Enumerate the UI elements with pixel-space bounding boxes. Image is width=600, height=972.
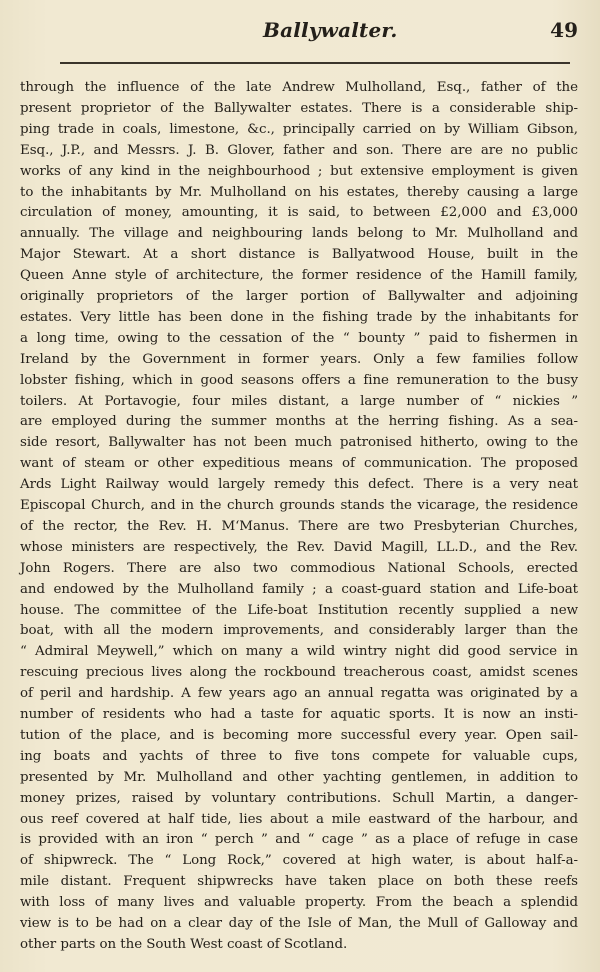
running-head: Ballywalter. [263,18,398,42]
text-line: Ards Light Railway would largely remedy this defect. There is a very neat [20,477,578,493]
text-line: “ Admiral Meywell,” which on many a wild wintry night did good service in [20,644,578,660]
text-line: view is to be had on a clear day of the Isle of Man, the Mull of Galloway and [20,916,578,931]
text-line: ping trade in coals, limestone, &c., principally carried on by William Gibson, [20,121,578,137]
text-line: toilers. At Portavogie, four miles distant, a large number of “ nickies ” [20,393,578,409]
text-line: Major Stewart. At a short distance is Ballyatwood House, built in the [20,247,578,263]
header-rule [60,62,570,64]
text-line: want of steam or other expeditious means of communication. The proposed [20,456,578,472]
text-line: rescuing precious lives along the rockbound treacherous coast, amidst scenes [20,665,578,681]
text-line: to the inhabitants by Mr. Mulholland on his estates, thereby causing a large [20,184,578,200]
text-line: number of residents who had a taste for aquatic sports. It is now an insti- [20,707,578,722]
text-line: side resort, Ballywalter has not been much patronised hitherto, owing to the [20,435,578,451]
text-line: annually. The village and neighbouring lands belong to Mr. Mulholland and [20,226,578,242]
text-line: of peril and hardship. A few years ago an annual regatta was originated by a [20,686,578,702]
text-line: a long time, owing to the cessation of the “ bounty ” paid to fishermen in [20,330,578,346]
text-line: boat, with all the modern improvements, and considerably larger than the [20,623,578,639]
text-line: is provided with an iron “ perch ” and “ cage ” as a place of refuge in case [20,832,578,848]
text-line: Episcopal Church, and in the church grounds stands the vicarage, the residence [20,498,578,513]
text-line: Queen Anne style of architecture, the former residence of the Hamill family, [20,268,578,284]
text-line: ing boats and yachts of three to five tons compete for valuable cups, [20,748,578,764]
text-line: of shipwreck. The “ Long Rock,” covered at high water, is about half-a- [20,853,578,869]
text-line: of the rector, the Rev. H. M‘Manus. There are two Presbyterian Churches, [20,518,578,534]
text-line: originally proprietors of the larger portion of Ballywalter and adjoining [20,289,578,304]
text-line: presented by Mr. Mulholland and other yachting gentlemen, in addition to [20,769,578,785]
text-line: Esq., J.P., and Messrs. J. B. Glover, father and son. There are are no public [20,142,578,158]
text-line: whose ministers are respectively, the Rev. David Magill, LL.D., and the Rev. [20,539,578,555]
page-number: 49 [550,18,578,42]
text-line: are employed during the summer months at the herring fishing. As a sea- [20,414,578,430]
text-line: tution of the place, and is becoming more successful every year. Open sail- [20,727,578,743]
text-line: money prizes, raised by voluntary contributions. Schull Martin, a danger- [20,790,578,806]
text-line: Ireland by the Government in former years. Only a few families follow [20,351,578,367]
text-line: John Rogers. There are also two commodious National Schools, erected [20,560,578,576]
text-line: circulation of money, amounting, it is said, to between £2,000 and £3,000 [20,205,578,221]
text-line: other parts on the South West coast of Scotland. [20,936,348,952]
text-line: works of any kind in the neighbourhood ; but extensive employment is given [20,163,578,179]
text-line: lobster fishing, which in good seasons offers a fine remuneration to the busy [20,372,578,388]
text-line: mile distant. Frequent shipwrecks have taken place on both these reefs [20,874,578,890]
body-text [20,78,578,952]
text-line: estates. Very little has been done in the fishing trade by the inhabitants for [20,309,578,325]
text-line: ous reef covered at half tide, lies about a mile eastward of the harbour, and [20,811,578,827]
text-line: house. The committee of the Life-boat Institution recently supplied a new [20,602,578,618]
page-header [20,14,578,54]
text-line: present proprietor of the Ballywalter estates. There is a considerable ship- [20,100,578,116]
text-line: and endowed by the Mulholland family ; a coast-guard station and Life-boat [20,581,578,597]
text-line: with loss of many lives and valuable property. From the beach a splendid [20,895,578,911]
text-line: through the influence of the late Andrew Mulholland, Esq., father of the [20,80,578,95]
